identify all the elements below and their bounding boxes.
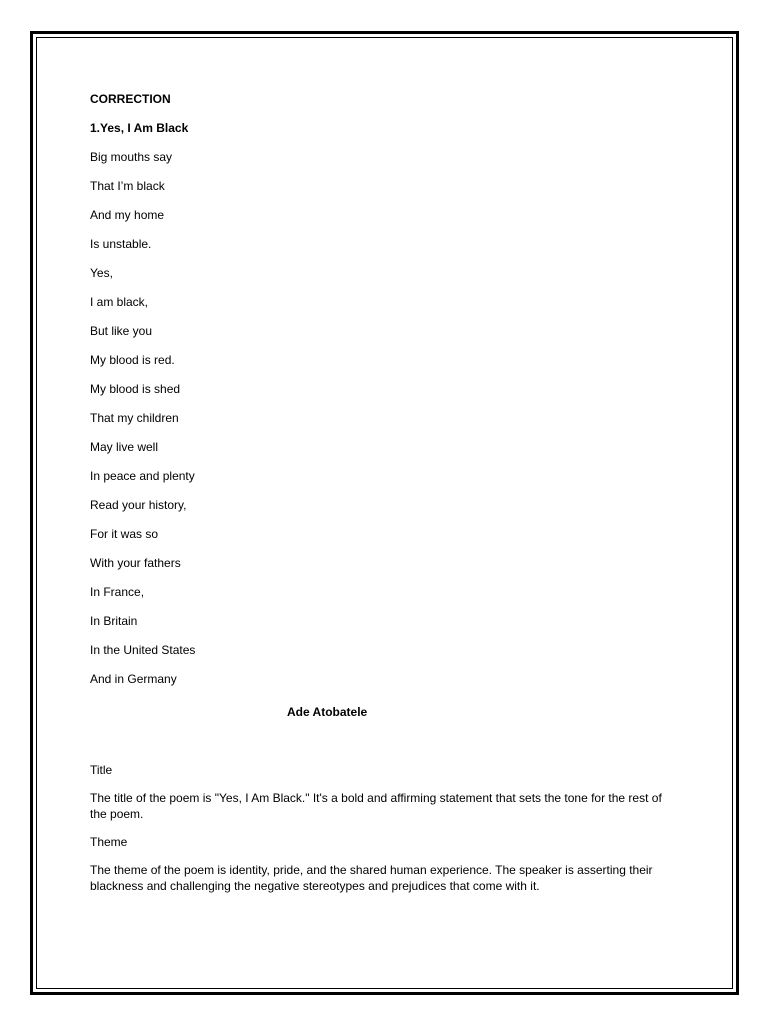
theme-paragraph: The theme of the poem is identity, pride, and the shared human experience. The speaker is asserting their blackness and challenging the negative stereotypes and prejudices that come with it. [90, 863, 653, 893]
poem-line: My blood is shed [90, 382, 181, 396]
poem-line: Read your history, [90, 498, 187, 512]
poem-title: 1.Yes, I Am Black [90, 121, 189, 135]
poem-line: That I’m black [90, 179, 165, 193]
poem-author: Ade Atobatele [287, 705, 368, 719]
poem-line: Big mouths say [90, 150, 173, 164]
poem-line: I am black, [90, 295, 149, 309]
poem-line: May live well [90, 440, 159, 454]
theme-heading: Theme [90, 835, 128, 849]
poem-line: In peace and plenty [90, 469, 195, 483]
poem-section [90, 91, 670, 687]
poem-line: My blood is red. [90, 353, 175, 367]
poem-line: In France, [90, 585, 145, 599]
poem-line: And in Germany [90, 672, 177, 686]
poem-line: For it was so [90, 527, 159, 541]
poem-line: Yes, [90, 266, 113, 280]
poem-line: Is unstable. [90, 237, 152, 251]
poem-line: But like you [90, 324, 153, 338]
poem-line: In the United States [90, 643, 196, 657]
title-heading: Title [90, 763, 113, 777]
analysis-section [90, 762, 675, 906]
title-paragraph: The title of the poem is "Yes, I Am Black." It's a bold and affirming statement that sets the tone for the rest of the poem. [90, 791, 662, 821]
poem-line: In Britain [90, 614, 138, 628]
poem-line: And my home [90, 208, 165, 222]
poem-line: With your fathers [90, 556, 181, 570]
correction-label: CORRECTION [90, 92, 171, 106]
poem-line: That my children [90, 411, 179, 425]
